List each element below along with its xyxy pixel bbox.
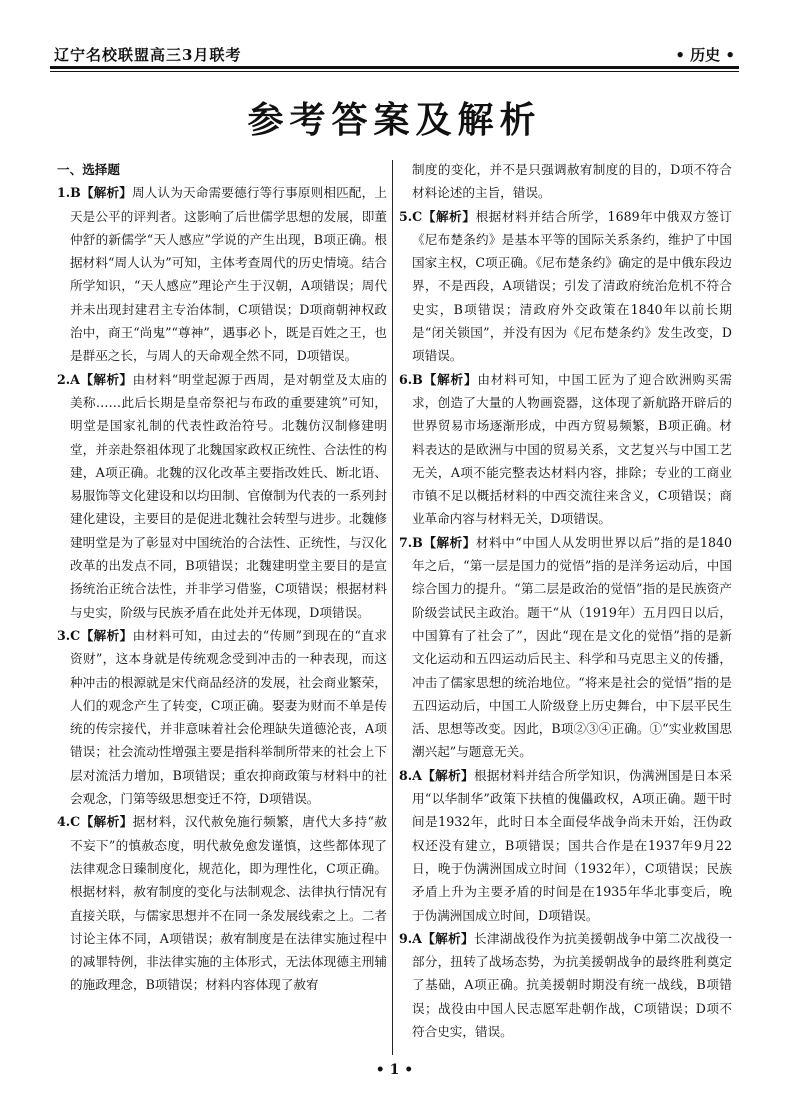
answer-number: 9.A (399, 930, 422, 946)
analysis-tag: 【解析】 (421, 930, 474, 946)
column-divider (392, 160, 393, 1055)
page-header (50, 44, 739, 70)
answer-item-5 (399, 205, 732, 368)
analysis-text: 由材料可知，中国工匠为了迎合欧洲购买需求，创造了大量的人物画瓷器，这体现了新航路开辟后的世界贸易市场逐渐形成，中西方贸易频繁，B项正确。材料表达的是欧洲与中国的贸易关系，文艺复兴与中国工艺无关，A项不能完整表达材料内容，排除；专业的工商业市镇不足以概括材料的中西交流往来含义，C项错误；商业革命内容与材料无关，D项错误。 (412, 371, 733, 527)
document-title: 参考答案及解析 (247, 100, 542, 141)
answer-number: 1.B (57, 185, 81, 201)
analysis-tag: 【解析】 (421, 767, 474, 783)
header-rule-thin (50, 71, 739, 72)
analysis-tag: 【解析】 (80, 814, 133, 830)
analysis-text: 由材料可知，由过去的“传厕”到现在的“直求资财”，这本身就是传统观念受到冲击的一种表现，而这种冲击的根源就是宋代商品经济的发展，社会商业繁荣，人们的观念产生了转变，C项正确。娶妻为财而不单是传统的传宗接代，并非意味着社会伦理缺失道德沦丧，A项错误；社会流动性增强主要是指科举制所带来的社会上下层对流活力增加，B项错误；重农抑商政策与材料中的社会观念，门第等级思想变迁不符，D项错误。 (70, 627, 387, 807)
analysis-text: 长津湖战役作为抗美援朝战争中第二次战役一部分，扭转了战场态势，为抗美援朝战争的最终胜利奠定了基础，A项正确。抗美援朝时期没有统一战线，B项错误；战役由中国人民志愿军赴朝作战，C项错误；D项不符合史实，错误。 (412, 930, 733, 1039)
answer-item-7 (399, 531, 732, 764)
header-rule-thick (50, 66, 739, 69)
answer-item-1 (57, 181, 387, 367)
answer-number: 7.B (399, 534, 423, 550)
exam-name: 辽宁名校联盟高三3月联考 (54, 46, 242, 64)
answer-number: 4.C (57, 814, 81, 830)
answer-number: 5.C (399, 208, 423, 224)
answer-item-6 (399, 368, 732, 531)
answer-item-8 (399, 764, 732, 927)
right-column (399, 158, 732, 1043)
analysis-text: 根据材料并结合所学，1689年中俄双方签订《尼布楚条约》是基本平等的国际关系条约，维护了中国国家主权，C项正确。《尼布楚条约》确定的是中俄东段边界，不是西段，A项错误；引发了清政府统治危机不符合史实，B项错误；清政府外交政策在1840年以前长期是“闭关锁国”，并没有因为《尼布楚条约》发生改变，D项错误。 (412, 208, 732, 364)
analysis-tag: 【解析】 (80, 185, 132, 201)
analysis-text: 由材料“明堂起源于西周，是对朝堂及太庙的美称……此后长期是皇帝祭祀与布政的重要建筑”可知，明堂是国家礼制的代表性政治符号。北魏仿汉制修建明堂，并亲赴祭祖体现了北魏国家政权正统性、合法性的构建，A项正确。北魏的汉化改革主要指改姓氏、断北语、易服饰等文化建设和以均田制、官僚制为代表的一系列封建化建设，主要目的是促进北魏社会转型与进步。北魏修建明堂是为了彰显对中国统治的合法性、正统性，与汉化改革的出发点不同，B项错误；北魏建明堂主要目的是宣扬统治正统合法性，并非学习借鉴，C项错误；根据材料与史实，阶级与民族矛盾在此处并无体现，D项错误。 (70, 371, 387, 620)
analysis-tag: 【解析】 (422, 371, 478, 387)
answer-item-9 (399, 927, 732, 1043)
left-column (57, 158, 387, 997)
answer-item-4-continued: 制度的变化，并不是只强调赦宥制度的目的，D项不符合材料论述的主旨，错误。 (412, 162, 732, 201)
subject-label: • 历史 • (675, 46, 735, 64)
analysis-tag: 【解析】 (80, 627, 133, 643)
analysis-tag: 【解析】 (79, 371, 133, 387)
answer-number: 2.A (57, 371, 80, 387)
answer-number: 6.B (399, 371, 423, 387)
answer-number: 8.A (399, 767, 422, 783)
analysis-tag: 【解析】 (422, 208, 476, 224)
analysis-text: 材料中“中国人从发明世界以后”指的是1840年之后，“第一层是国力的觉悟”指的是洋务运动后，中国综合国力的提升。“第二层是政治的觉悟”指的是民族资产阶级尝试民主政治。题干“从（1919年）五月四日以后，中国算有了社会了”，因此“现在是文化的觉悟”指的是新文化运动和五四运动后民主、科学和马克思主义的传播，冲击了儒家思想的统治地位。“将来是社会的觉悟”指的是五四运动后，中国工人阶级登上历史舞台，中下层平民生活、思想等改变。因此，B项②③④正确。①“实业救国思潮兴起”与题意无关。 (412, 534, 732, 760)
analysis-text: 据材料，汉代赦免施行频繁，唐代大多持“赦不妄下”的慎赦态度，明代赦免愈发谨慎，这些都体现了法律观念日臻制度化，规范化，即为理性化，C项正确。根据材料，赦宥制度的变化与法制观念、法律执行情况有直接关联，与儒家思想并不在同一条发展线索之上。二者讨论主体不同，A项错误；赦宥制度是在法律实施过程中的减罪特例，非法律实施的主体形式，无法体现德主刑辅的施政理念，B项错误；材料内容体现了赦宥 (70, 814, 387, 993)
section-heading: 一、选择题 (57, 162, 120, 177)
answer-number: 3.C (57, 627, 81, 643)
page-number: • 1 • (375, 1062, 414, 1078)
answer-item-3 (57, 624, 387, 810)
answer-item-2 (57, 368, 387, 624)
analysis-text: 周人认为天命需要德行等行事原则相匹配，上天是公平的评判者。这影响了后世儒学思想的发展，即董仲舒的新儒学“天人感应”学说的产生出现，B项正确。根据材料“周人认为”可知，主体考查周代的历史情境。结合所学知识，“天人感应”理论产生于汉朝，A项错误；周代并未出现封建君主专治体制，C项错误；D项商朝神权政治中，商王“尚鬼”“尊神”，遇事必卜，既是百姓之王，也是群巫之长，与周人的天命观全然不同，D项错误。 (70, 185, 388, 364)
answer-item-4 (57, 810, 387, 996)
analysis-text: 根据材料并结合所学知识，伪满洲国是日本采用“以华制华”政策下扶植的傀儡政权，A项正确。题干时间是1932年，此时日本全面侵华战争尚未开始，汪伪政权还没有建立，B项错误；国共合作是在1937年9月22日，晚于伪满洲国成立时间（1932年），C项错误；民族矛盾上升为主要矛盾的时间是在1935年华北事变后，晚于伪满洲国成立时间，D项错误。 (412, 767, 733, 923)
analysis-tag: 【解析】 (422, 534, 476, 550)
